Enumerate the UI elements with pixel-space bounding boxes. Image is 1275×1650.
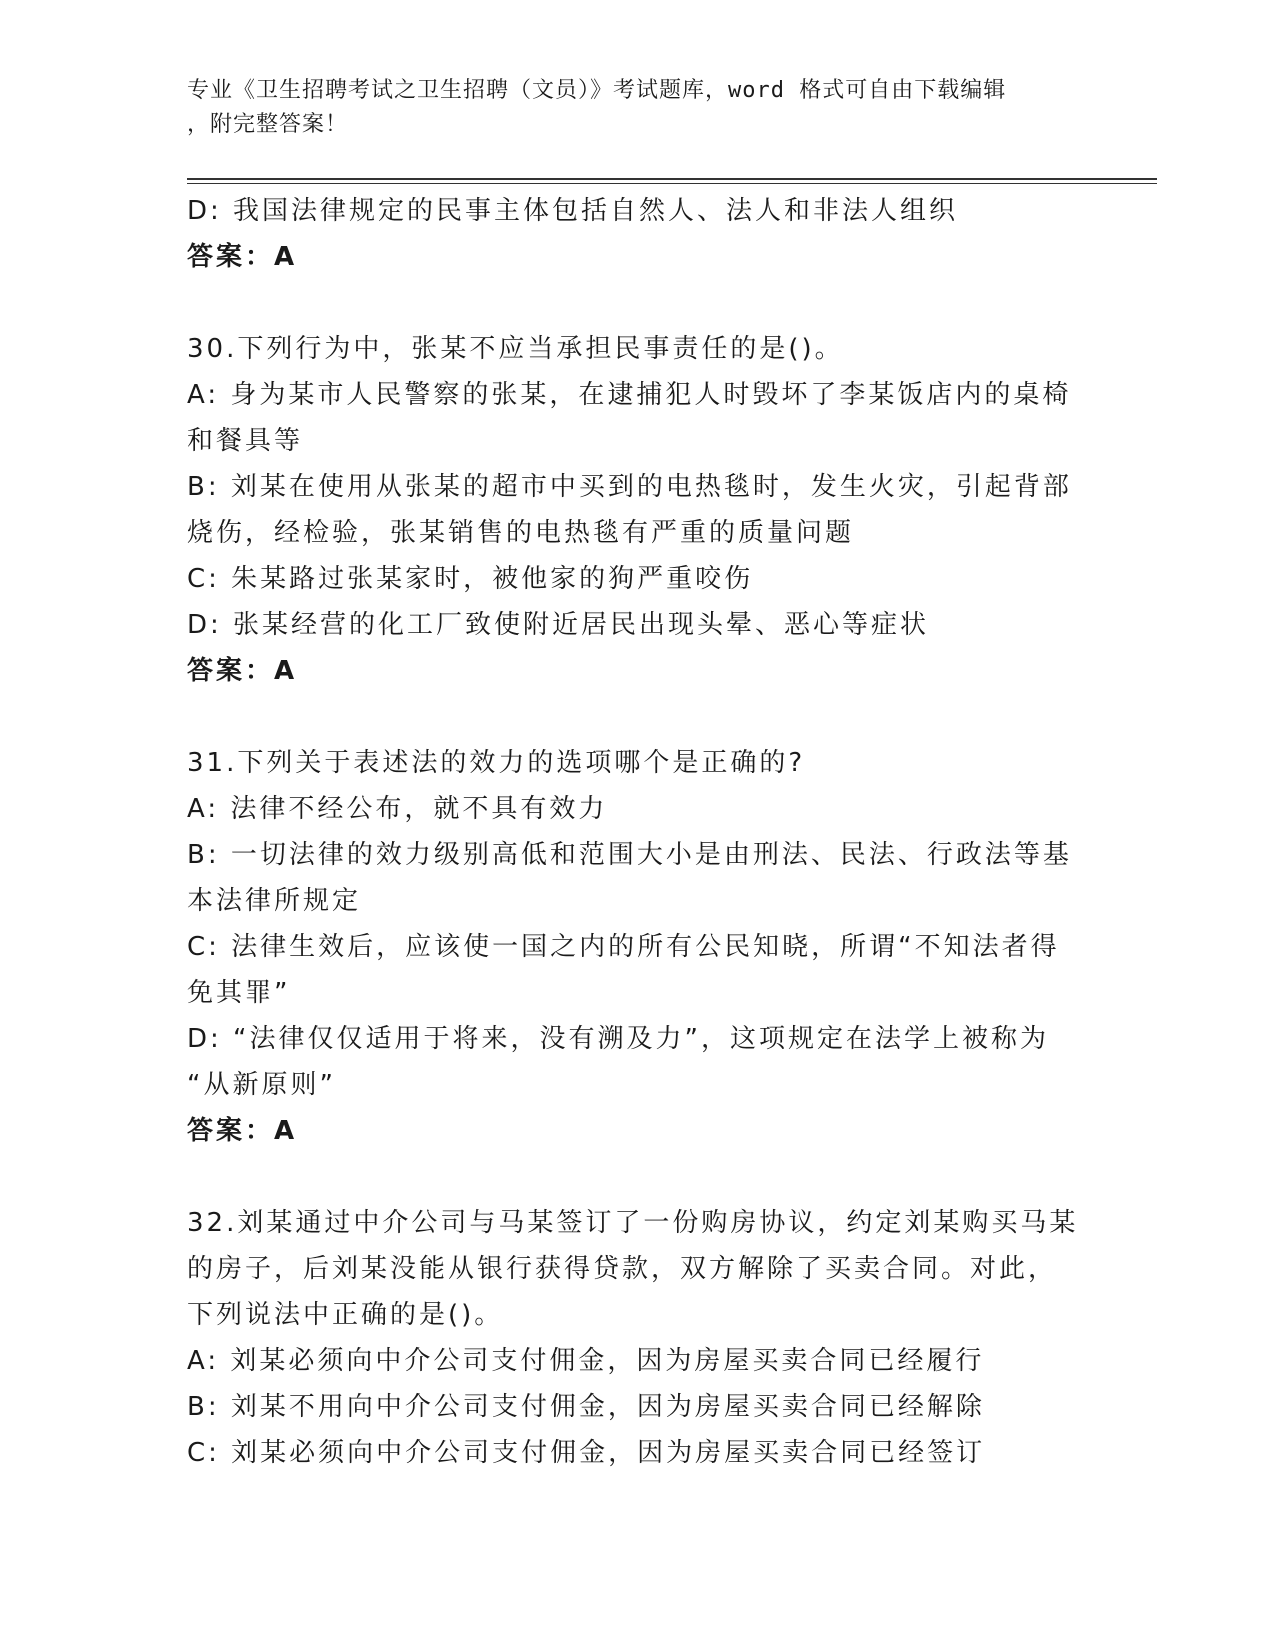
option-d: D: “法律仅仅适用于将来，没有溯及力”，这项规定在法学上被称为: [187, 1024, 1049, 1054]
option-b-continued: 本法律所规定: [187, 886, 362, 916]
option-a: A: 刘某必须向中介公司支付佣金，因为房屋买卖合同已经履行: [187, 1346, 985, 1376]
question-block-32: [187, 1200, 1087, 1476]
option-c: C: 朱某路过张某家时，被他家的狗严重咬伤: [187, 564, 754, 594]
header-text-line-2: ，附完整答案！: [187, 112, 349, 137]
header-text-line-1: 专业《卫生招聘考试之卫生招聘（文员）》考试题库，word 格式可自由下载编辑: [187, 78, 1007, 103]
option-c: C: 刘某必须向中介公司支付佣金，因为房屋买卖合同已经签订: [187, 1438, 986, 1468]
question-stem-continued: 下列说法中正确的是()。: [187, 1300, 504, 1330]
option-b-continued: 烧伤，经检验，张某销售的电热毯有严重的质量问题: [187, 518, 855, 548]
option-d: D: 张某经营的化工厂致使附近居民出现头晕、恶心等症状: [187, 610, 930, 640]
question-stem: 31.下列关于表述法的效力的选项哪个是正确的?: [187, 748, 806, 778]
question-stem-continued: 的房子，后刘某没能从银行获得贷款，双方解除了买卖合同。对此，: [187, 1254, 1058, 1284]
header-divider-thick: [187, 178, 1157, 180]
answer-label: 答案：A: [187, 242, 298, 272]
question-stem: 32.刘某通过中介公司与马某签订了一份购房协议，约定刘某购买马某: [187, 1208, 1079, 1238]
question-block-29: [187, 188, 1087, 280]
question-block-30: [187, 326, 1087, 694]
page-header: [187, 74, 1087, 142]
option-a: A: 法律不经公布，就不具有效力: [187, 794, 608, 824]
spacer: [187, 280, 1087, 326]
spacer: [187, 694, 1087, 740]
option-a-continued: 和餐具等: [187, 426, 304, 456]
header-divider-thin: [187, 183, 1157, 184]
option-b: B: 刘某不用向中介公司支付佣金，因为房屋买卖合同已经解除: [187, 1392, 985, 1422]
option-b: B: 一切法律的效力级别高低和范围大小是由刑法、民法、行政法等基: [187, 840, 1072, 870]
question-stem: 30.下列行为中，张某不应当承担民事责任的是()。: [187, 334, 844, 364]
option-c-continued: 免其罪”: [187, 978, 291, 1008]
answer-label: 答案：A: [187, 1116, 298, 1146]
spacer: [187, 1154, 1087, 1200]
option-b: B: 刘某在使用从张某的超市中买到的电热毯时，发生火灾，引起背部: [187, 472, 1072, 502]
answer-label: 答案：A: [187, 656, 298, 686]
option-a: A: 身为某市人民警察的张某，在逮捕犯人时毁坏了李某饭店内的桌椅: [187, 380, 1072, 410]
option-d: D: 我国法律规定的民事主体包括自然人、法人和非法人组织: [187, 196, 959, 226]
option-c: C: 法律生效后，应该使一国之内的所有公民知晓，所谓“不知法者得: [187, 932, 1060, 962]
option-d-continued: “从新原则”: [187, 1070, 336, 1100]
question-block-31: [187, 740, 1087, 1154]
question-content: [187, 188, 1087, 1476]
